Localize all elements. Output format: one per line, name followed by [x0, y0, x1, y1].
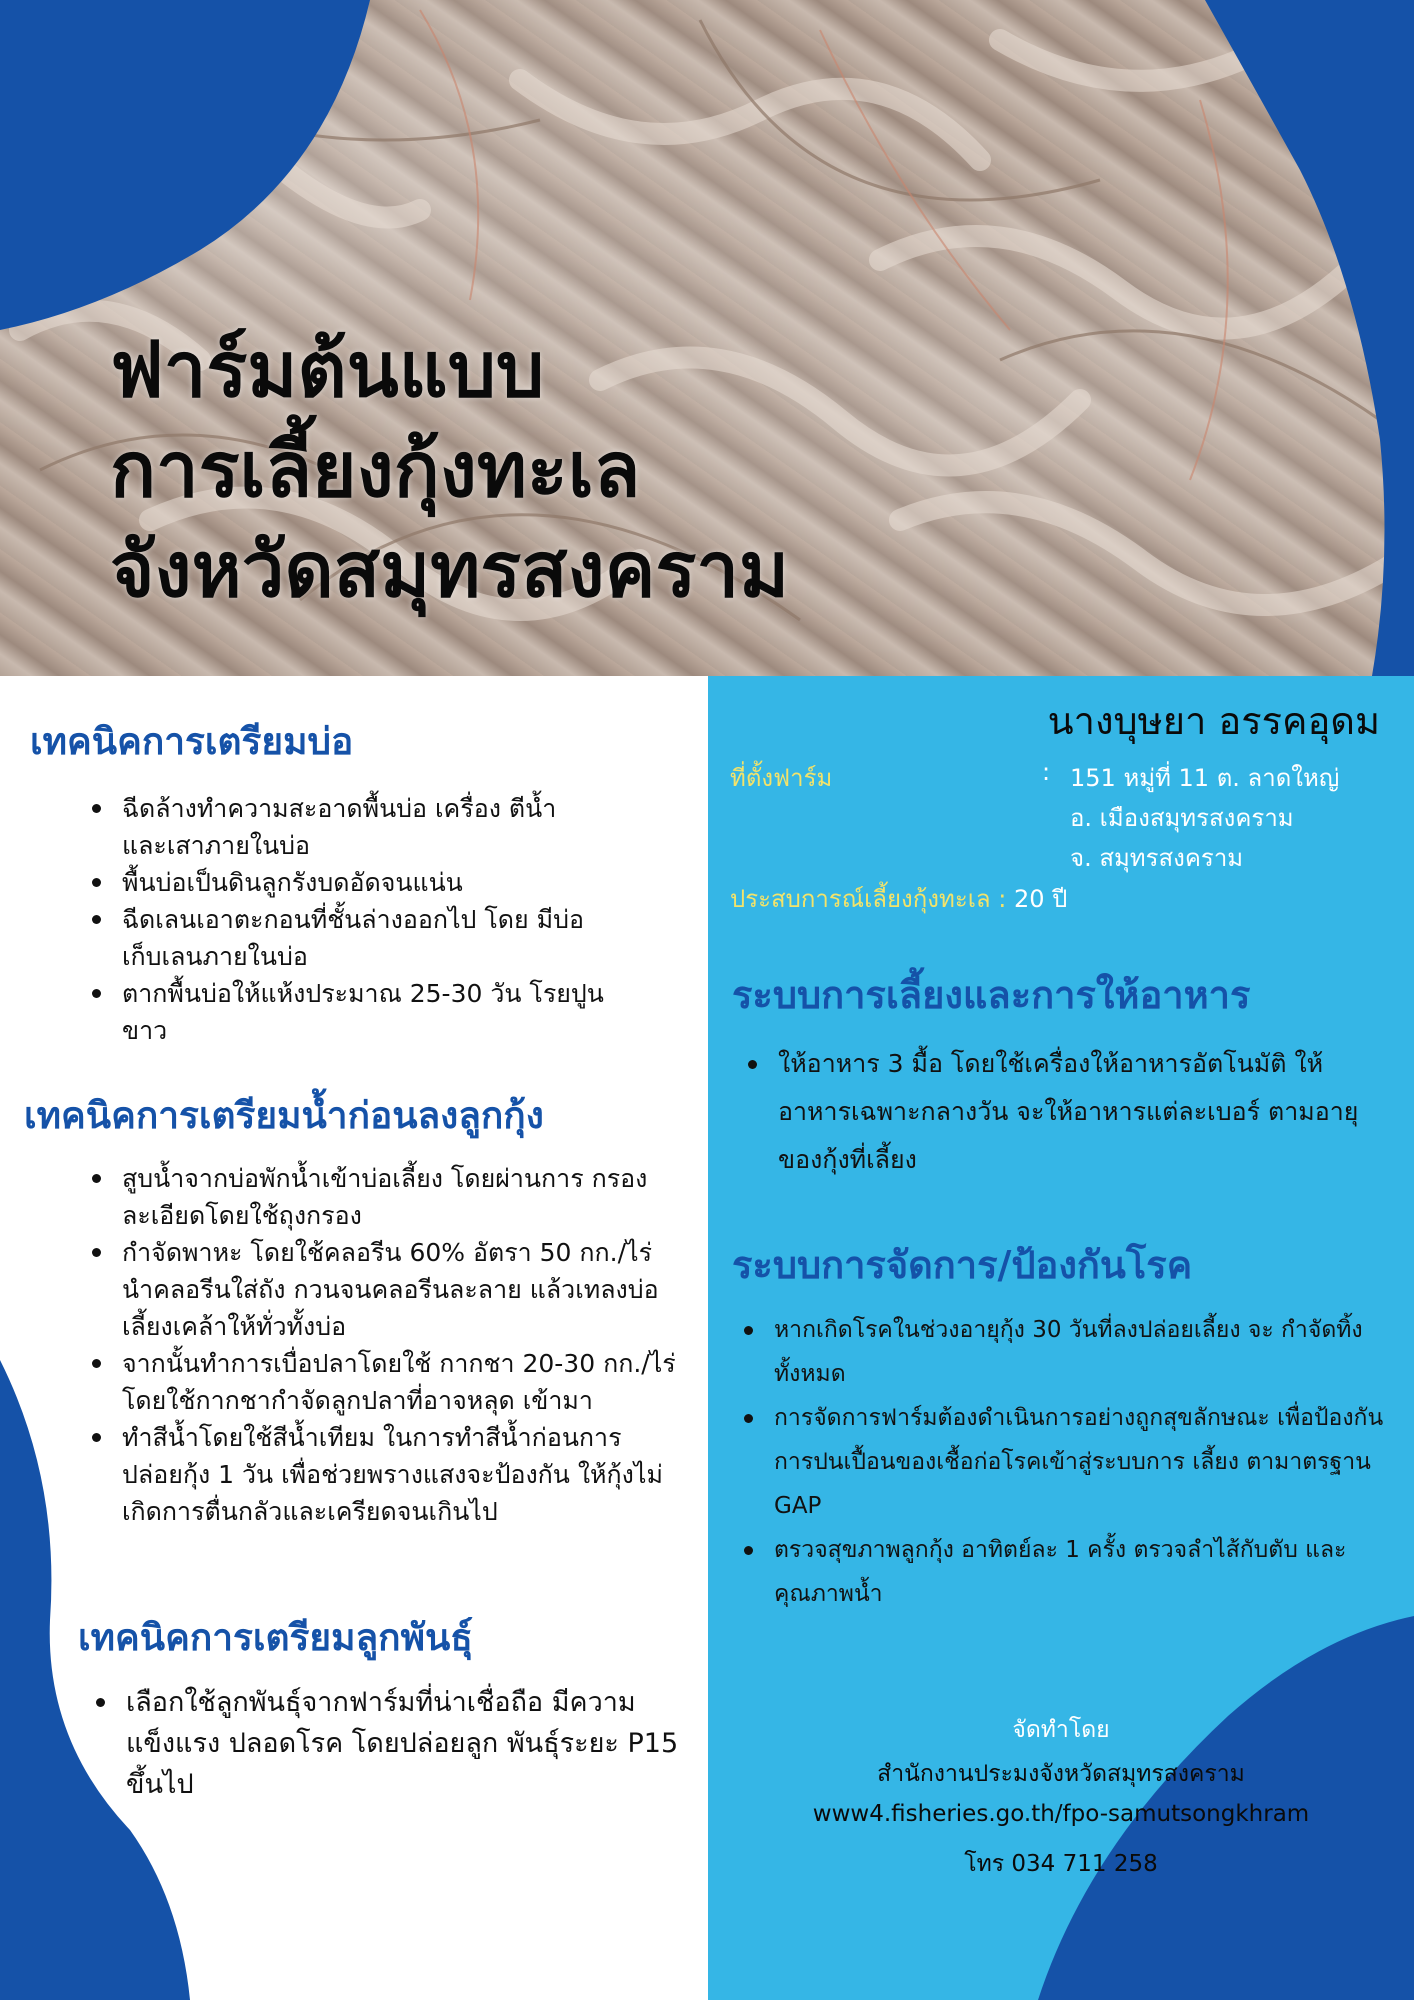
- list-item: หากเกิดโรคในช่วงอายุกุ้ง 30 วันที่ลงปล่อยเลี้ยง จะ กำจัดทิ้งทั้งหมด: [740, 1308, 1400, 1396]
- address-line-2: อ. เมืองสมุทรสงคราม: [1070, 804, 1294, 832]
- location-label: ที่ตั้งฟาร์ม: [730, 764, 833, 792]
- website-link[interactable]: www4.fisheries.go.th/fpo-samutsongkhram: [812, 1801, 1310, 1827]
- pond-prep-list: [88, 790, 608, 1049]
- list-item: การจัดการฟาร์มต้องดำเนินการอย่างถูกสุขลักษณะ เพื่อป้องกันการปนเปื้อนของเชื้อก่อโรคเข้าสู่ระบบการ เลี้ยง ตามาตรฐาน GAP: [740, 1396, 1400, 1528]
- hero-title: [110, 320, 789, 620]
- hero-title-line-2: การเลี้ยงกุ้งทะเล: [110, 425, 641, 514]
- list-item: เลือกใช้ลูกพันธุ์จากฟาร์มที่น่าเชื่อถือ มีความแข็งแรง ปลอดโรค โดยปล่อยลูก พันธุ์ระยะ P15 ขึ้นไป: [92, 1682, 682, 1805]
- list-item: ตากพื้นบ่อให้แห้งประมาณ 25-30 วัน โรยปูนขาว: [88, 975, 608, 1049]
- list-item: พื้นบ่อเป็นดินลูกรังบดอัดจนแน่น: [88, 864, 608, 901]
- list-item: ฉีดเลนเอาตะกอนที่ชั้นล่างออกไป โดย มีบ่อเก็บเลนภายในบ่อ: [88, 901, 608, 975]
- hero-blue-corner-left: [0, 0, 370, 330]
- disease-heading: ระบบการจัดการ/ป้องกันโรค: [732, 1243, 1193, 1287]
- address-line-3: จ. สมุทรสงคราม: [1070, 844, 1244, 872]
- list-item: จากนั้นทำการเบื่อปลาโดยใช้ กากชา 20-30 กก./ไร่ โดยใช้กากชากำจัดลูกปลาที่อาจหลุด เข้ามา: [88, 1345, 688, 1419]
- water-prep-heading: เทคนิคการเตรียมน้ำก่อนลงลูกกุ้ง: [24, 1094, 544, 1137]
- list-item: ทำสีน้ำโดยใช้สีน้ำเทียม ในการทำสีน้ำก่อนการ ปล่อยกุ้ง 1 วัน เพื่อช่วยพรางแสงจะป้องกัน ให้กุ้งไม่เกิดการตื่นกลัวและเครียดจนเกินไป: [88, 1419, 688, 1530]
- list-item: ให้อาหาร 3 มื้อ โดยใช้เครื่องให้อาหารอัตโนมัติ ให้อาหารเฉพาะกลางวัน จะให้อาหารแต่ละเบอร์ ตามอายุของกุ้งที่เลี้ยง: [744, 1040, 1364, 1184]
- hero-title-line-1: ฟาร์มต้นแบบ: [110, 325, 545, 414]
- farm-owner-name: นางบุษยา อรรคอุดม: [1047, 699, 1380, 743]
- address-line-1: 151 หมู่ที่ 11 ต. ลาดใหญ่: [1070, 764, 1340, 792]
- list-item: สูบน้ำจากบ่อพักน้ำเข้าบ่อเลี้ยง โดยผ่านการ กรองละเอียดโดยใช้ถุงกรอง: [88, 1160, 688, 1234]
- experience-value: 20 ปี: [1013, 885, 1068, 913]
- hero-title-line-3: จังหวัดสมุทรสงคราม: [110, 525, 790, 614]
- disease-list: [740, 1308, 1400, 1616]
- pond-prep-heading: เทคนิคการเตรียมบ่อ: [30, 720, 354, 763]
- experience-label: ประสบการณ์เลี้ยงกุ้งทะเล :: [730, 885, 1007, 913]
- feeding-list: [744, 1040, 1364, 1184]
- experience-row: [730, 879, 1067, 918]
- location-colon: :: [1042, 758, 1051, 786]
- seed-prep-heading: เทคนิคการเตรียมลูกพันธุ์: [78, 1616, 473, 1659]
- list-item: กำจัดพาหะ โดยใช้คลอรีน 60% อัตรา 50 กก./ไร่ นำคลอรีนใส่ถัง กวนจนคลอรีนละลาย แล้วเทลงบ่อเลี้ยงเคล้าให้ทั่วทั้งบ่อ: [88, 1234, 688, 1345]
- hero-shrimp-photo: [0, 0, 1414, 676]
- feeding-heading: ระบบการเลี้ยงและการให้อาหาร: [732, 973, 1251, 1017]
- office-name: สำนักงานประมงจังหวัดสมุทรสงคราม: [877, 1761, 1245, 1787]
- seed-prep-list: [92, 1682, 682, 1805]
- phone-number: โทร 034 711 258: [964, 1851, 1158, 1877]
- list-item: ตรวจสุขภาพลูกกุ้ง อาทิตย์ละ 1 ครั้ง ตรวจลำไส้กับตับ และคุณภาพน้ำ: [740, 1528, 1400, 1616]
- made-by-label: จัดทำโดย: [1012, 1717, 1110, 1743]
- list-item: ฉีดล้างทำความสะอาดพื้นบ่อ เครื่อง ตีน้ำ และเสาภายในบ่อ: [88, 790, 608, 864]
- water-prep-list: [88, 1160, 688, 1530]
- location-row: [730, 758, 832, 797]
